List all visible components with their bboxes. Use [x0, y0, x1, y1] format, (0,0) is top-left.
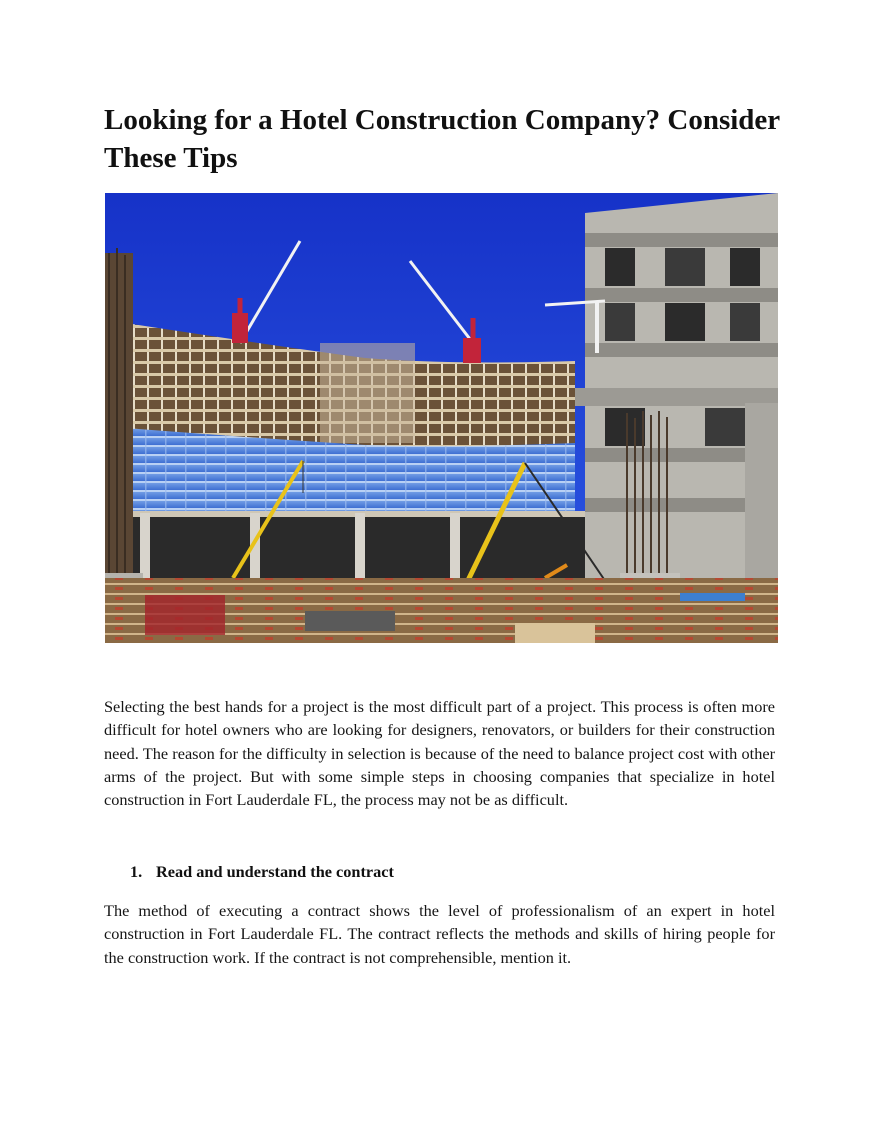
timber-stack: [515, 623, 595, 643]
section-body-paragraph: The method of executing a contract shows the level of professionalism of an expert in hotel construction in Fort Lauderdale FL. The contract reflects the methods and skills of hiring people for the construction work. If the contract is not comprehensible, mention it.: [104, 901, 775, 967]
section-heading: [130, 861, 394, 883]
formwork-stack: [145, 595, 225, 635]
construction-site-illustration: [105, 193, 778, 643]
construction-site-photo: [105, 193, 778, 643]
steel-beams: [305, 611, 395, 631]
intro-paragraph: Selecting the best hands for a project is the most difficult part of a project. This process is often more difficult for hotel owners who are looking for designers, renovators, or builders for their construction need. The reason for the difficulty in selection is because of the need to balance project cost with other arms of the project. But with some simple steps in choosing companies that specialize in hotel construction in Fort Lauderdale FL, the process may not be as difficult.: [104, 697, 775, 810]
section-number: 1.: [130, 862, 143, 881]
page-title: Looking for a Hotel Construction Company? Consider These Tips: [104, 104, 780, 174]
tower-core: [320, 343, 415, 443]
blue-railing: [680, 593, 745, 601]
section-heading-text: Read and understand the contract: [156, 862, 394, 881]
concrete-building-right: [575, 193, 778, 643]
